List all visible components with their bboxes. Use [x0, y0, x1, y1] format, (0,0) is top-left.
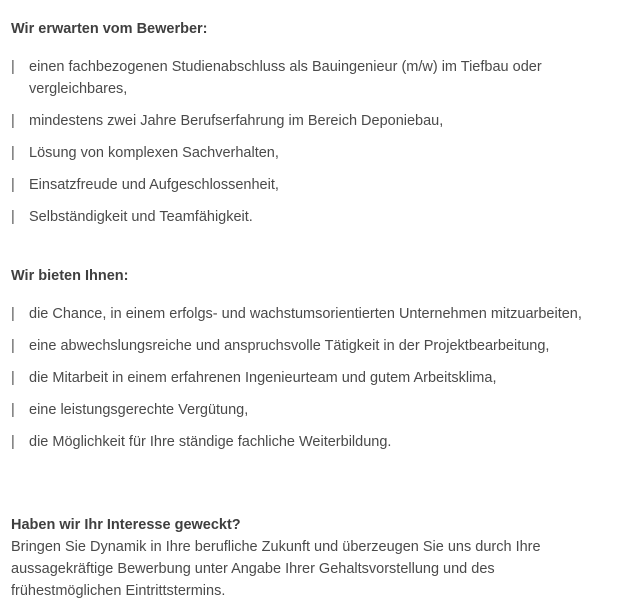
list-item — [11, 56, 589, 100]
bullet-bar: | — [11, 209, 15, 225]
list-item — [11, 110, 589, 132]
list-item-text: die Möglichkeit für Ihre ständige fachliche Weiterbildung. — [29, 434, 392, 450]
offers-list — [11, 303, 589, 463]
requirements-heading: Wir erwarten vom Bewerber: — [11, 21, 208, 37]
closing-heading: Haben wir Ihr Interesse geweckt? — [11, 517, 241, 533]
list-item-text: mindestens zwei Jahre Berufserfahrung im Bereich Deponiebau, — [29, 113, 444, 129]
list-item — [11, 206, 589, 228]
closing-section — [11, 514, 601, 602]
bullet-bar: | — [11, 370, 15, 386]
list-item-text: die Chance, in einem erfolgs- und wachstumsorientierten Unternehmen mitzuarbeiten, — [29, 306, 582, 322]
list-item — [11, 303, 589, 325]
closing-text: Bringen Sie Dynamik in Ihre berufliche Zukunft und überzeugen Sie uns durch Ihre aussagekräftige Bewerbung unter Angabe Ihrer Gehaltsvorstellung und des frühestmöglichen Eintrittstermins. — [11, 539, 541, 599]
bullet-bar: | — [11, 338, 15, 354]
list-item-text: Einsatzfreude und Aufgeschlossenheit, — [29, 177, 279, 193]
offers-heading: Wir bieten Ihnen: — [11, 268, 129, 284]
list-item-text: eine leistungsgerechte Vergütung, — [29, 402, 249, 418]
list-item-text: die Mitarbeit in einem erfahrenen Ingenieurteam und gutem Arbeitsklima, — [29, 370, 497, 386]
list-item — [11, 142, 589, 164]
bullet-bar: | — [11, 145, 15, 161]
bullet-bar: | — [11, 306, 15, 322]
list-item-text: eine abwechslungsreiche und anspruchsvolle Tätigkeit in der Projektbearbeitung, — [29, 338, 550, 354]
bullet-bar: | — [11, 434, 15, 450]
list-item-text: Selbständigkeit und Teamfähigkeit. — [29, 209, 253, 225]
bullet-bar: | — [11, 59, 15, 75]
list-item — [11, 399, 589, 421]
bullet-bar: | — [11, 402, 15, 418]
bullet-bar: | — [11, 113, 15, 129]
list-item — [11, 431, 589, 453]
list-item — [11, 367, 589, 389]
requirements-list — [11, 56, 589, 238]
list-item — [11, 335, 589, 357]
list-item-text: Lösung von komplexen Sachverhalten, — [29, 145, 279, 161]
list-item-text: einen fachbezogenen Studienabschluss als Bauingenieur (m/w) im Tiefbau oder vergleichbares, — [29, 59, 542, 97]
list-item — [11, 174, 589, 196]
bullet-bar: | — [11, 177, 15, 193]
